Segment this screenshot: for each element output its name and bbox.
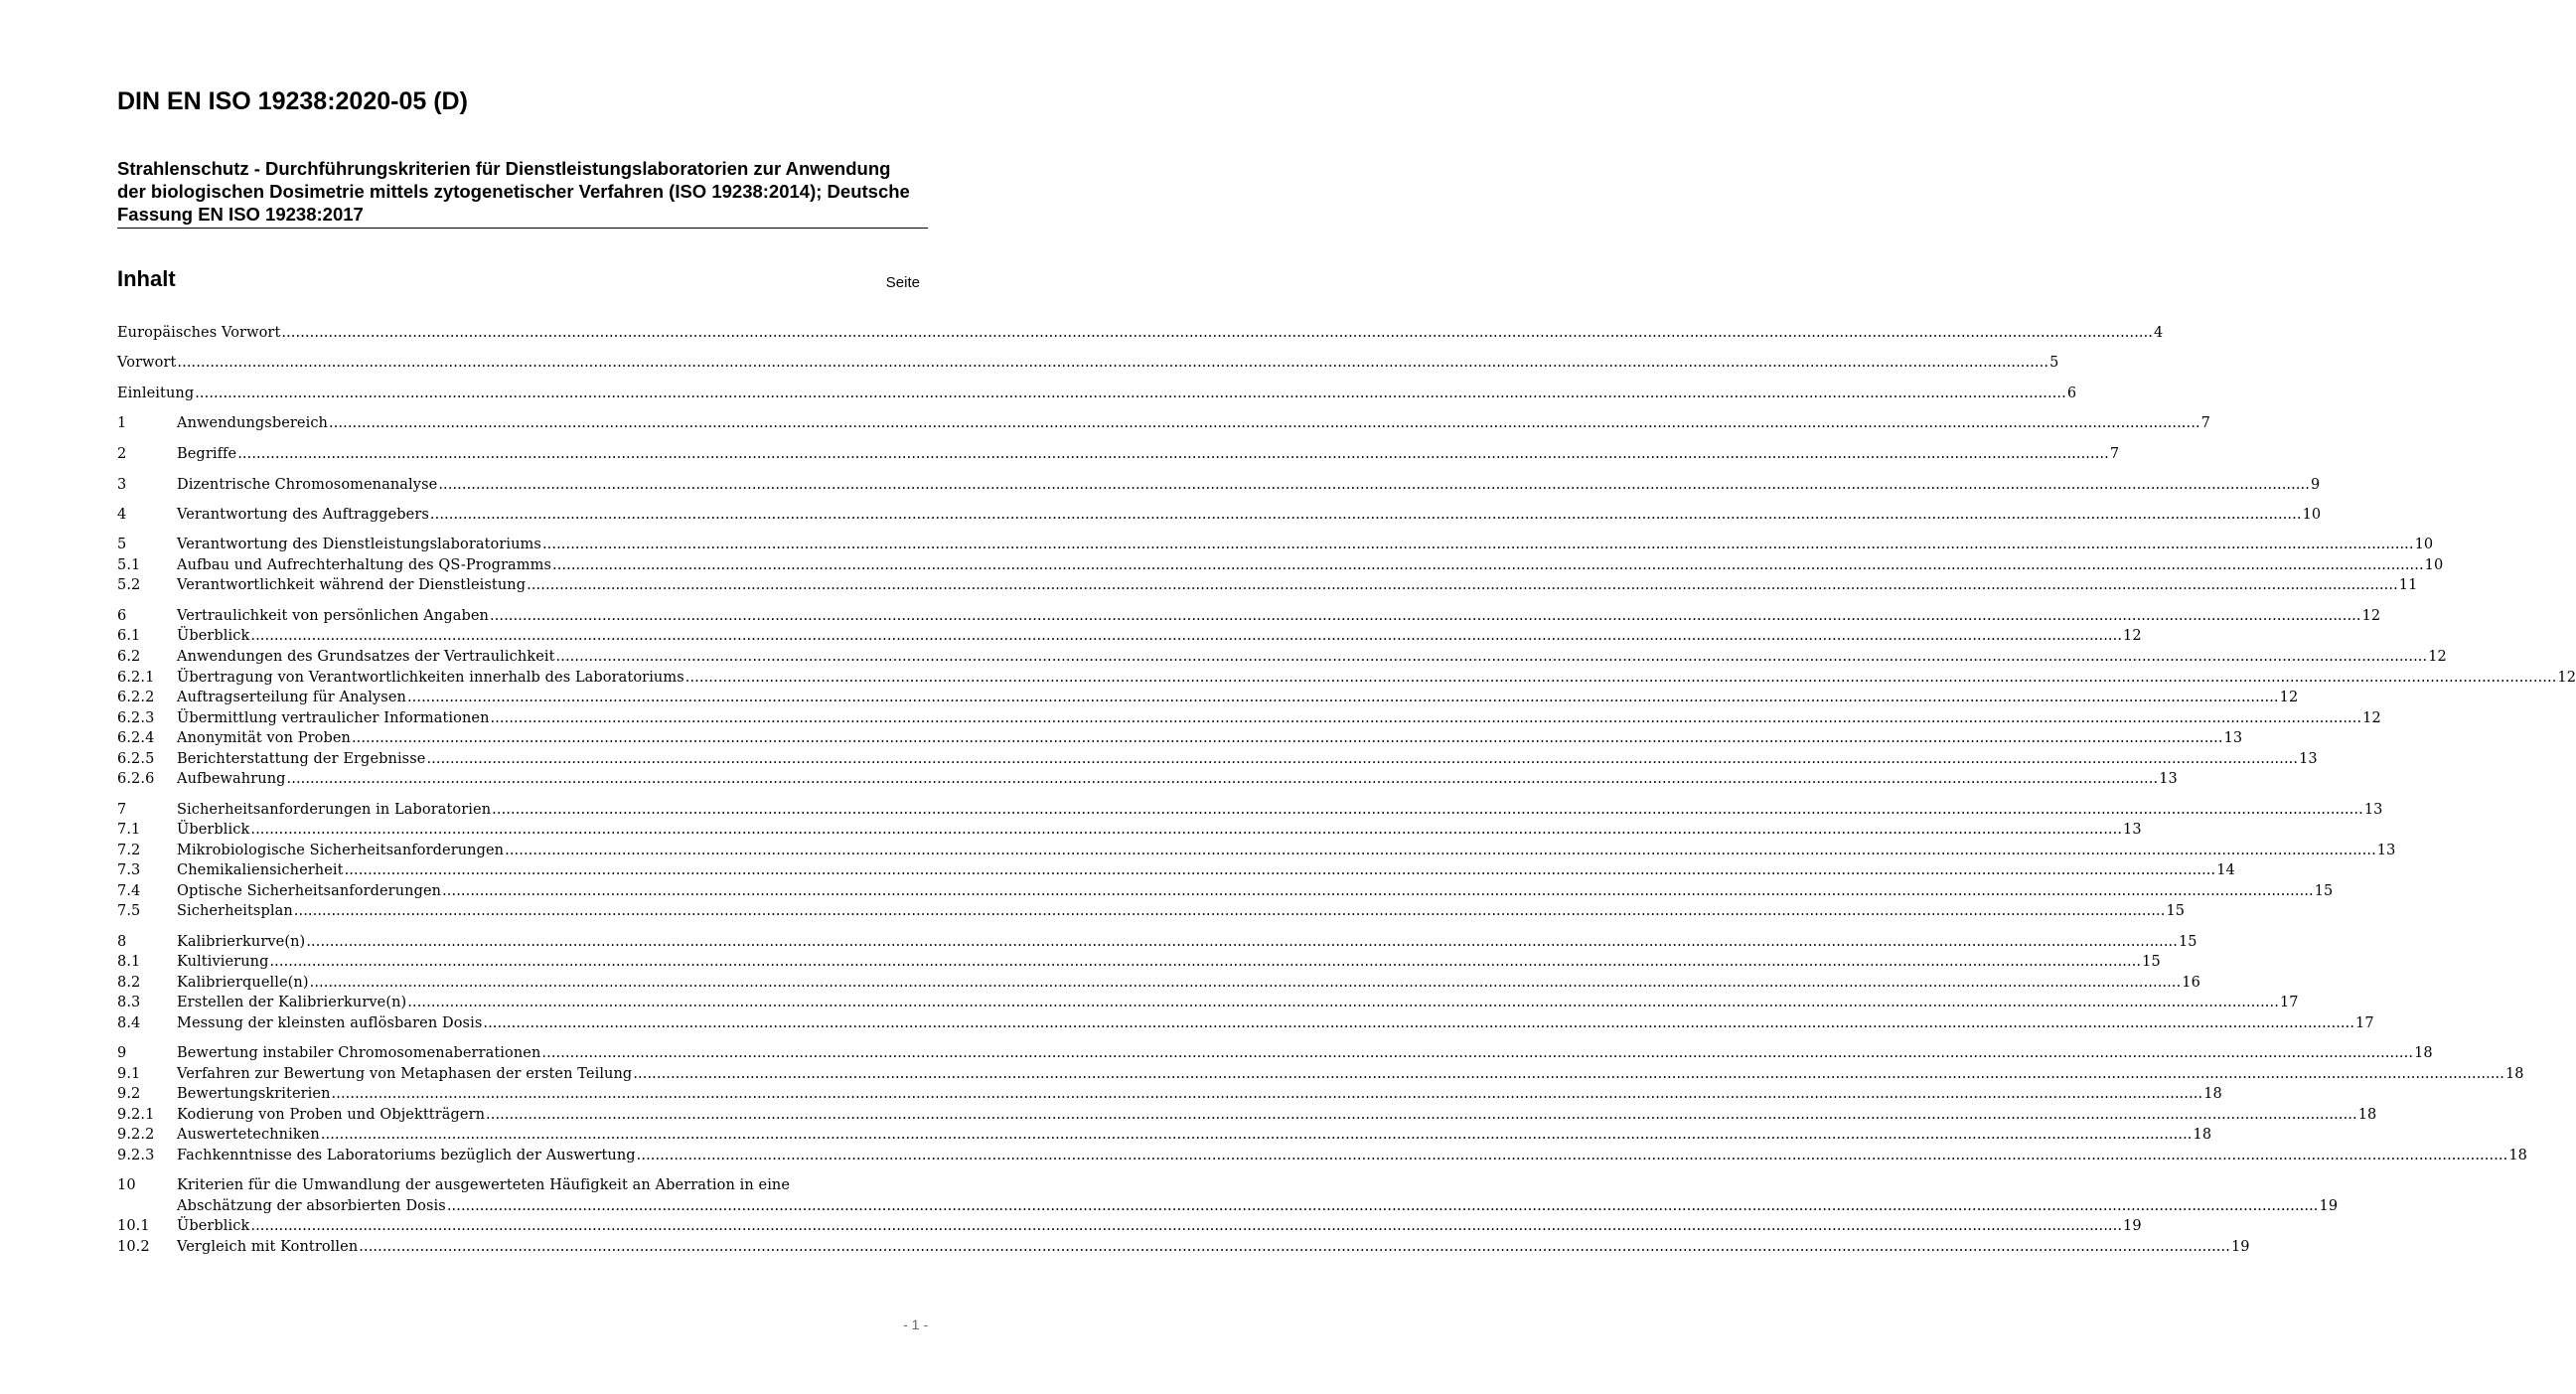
toc-entry-number: 8 [117,934,127,950]
toc-entry[interactable] [117,475,2321,495]
toc-entry[interactable] [117,606,2381,626]
toc-dot-leader: ................................................................................................................................................................................................................................................................................................................................................................................................................ [489,608,2361,624]
toc-entry-page: 13 [2376,843,2396,858]
toc-entry-page: 19 [2123,1218,2142,1234]
toc-entry[interactable] [117,993,2299,1012]
toc-entry-title: Auswertetechniken [177,1127,320,1143]
toc-entry[interactable] [117,555,2444,575]
toc-entry-number: 7 [117,802,127,818]
toc-dot-leader: ................................................................................................................................................................................................................................................................................................................................................................................................................ [429,507,2302,523]
toc-entry[interactable] [117,820,2142,840]
toc-entry-page: 13 [2223,730,2243,746]
toc-entry-number: 7.5 [117,903,141,919]
toc-dot-leader: ................................................................................................................................................................................................................................................................................................................................................................................................................ [320,1127,2193,1143]
toc-entry-title: Fachkenntnisse des Laboratoriums bezüglich der Auswertung [177,1148,636,1163]
toc-entry-page: 12 [2362,710,2381,726]
toc-entry-page: 18 [2203,1086,2222,1102]
toc-dot-leader: ................................................................................................................................................................................................................................................................................................................................................................................................................ [492,802,2363,818]
toc-entry-number: 9.2.2 [117,1127,155,1143]
toc-entry-page: 15 [2166,903,2186,919]
toc-entry[interactable] [117,901,2186,921]
toc-dot-leader: ................................................................................................................................................................................................................................................................................................................................................................................................................ [237,446,2109,462]
toc-entry-title: Aufbau und Aufrechterhaltung des QS-Programms [177,557,552,573]
toc-entry-page: 5 [2049,355,2059,371]
toc-entry-title: Vertraulichkeit von persönlichen Angaben [177,608,489,624]
toc-entry-page: 6 [2066,386,2077,401]
toc-entry[interactable] [117,1043,2433,1063]
toc-entry-number: 9 [117,1045,127,1061]
toc-dot-leader: ................................................................................................................................................................................................................................................................................................................................................................................................................ [331,1086,2203,1102]
toc-entry-page: 12 [2279,690,2299,705]
toc-entry-page: 9 [2310,477,2321,493]
toc-entry[interactable] [117,860,2235,880]
toc-entry-title: Verfahren zur Bewertung von Metaphasen der ersten Teilung [177,1066,633,1082]
toc-dot-leader: ................................................................................................................................................................................................................................................................................................................................................................................................................ [633,1066,2504,1082]
toc-dot-leader: ................................................................................................................................................................................................................................................................................................................................................................................................................ [351,730,2223,746]
title-divider [117,228,928,229]
toc-entry-title: Anwendungsbereich [177,415,328,431]
toc-entry[interactable] [117,626,2142,646]
toc-entry-title: Begriffe [177,446,237,462]
toc-entry-page: 12 [2428,649,2447,665]
toc-entry-number: 6.2.2 [117,690,155,705]
toc-entry-number: 9.1 [117,1066,141,1082]
toc-dot-leader: ................................................................................................................................................................................................................................................................................................................................................................................................................ [426,751,2299,767]
toc-dot-leader: ................................................................................................................................................................................................................................................................................................................................................................................................................ [281,325,2154,341]
toc-entry-number: 6.2.1 [117,670,155,686]
toc-dot-leader: ................................................................................................................................................................................................................................................................................................................................................................................................................ [442,883,2314,899]
toc-entry-title: Messung der kleinsten auflösbaren Dosis [177,1015,483,1031]
footer-page-number: - 1 - [903,1317,928,1332]
toc-dot-leader: ................................................................................................................................................................................................................................................................................................................................................................................................................ [195,386,2066,401]
toc-entry[interactable] [117,1084,2222,1104]
toc-entry[interactable] [117,444,2120,464]
toc-entry-page: 7 [2109,446,2120,462]
toc-entry[interactable] [117,841,2396,860]
toc-entry[interactable] [117,932,2197,952]
toc-dot-leader: ................................................................................................................................................................................................................................................................................................................................................................................................................ [344,862,2216,878]
toc-entry[interactable] [117,668,2576,688]
toc-entry-number: 7.1 [117,822,141,838]
toc-entry-page: 12 [2123,628,2142,644]
toc-entry-number: 7.3 [117,862,141,878]
toc-entry-number: 7.4 [117,883,141,899]
toc-entry-number: 6.1 [117,628,141,644]
toc-entry-title: Anonymität von Proben [177,730,351,746]
toc-dot-leader: ................................................................................................................................................................................................................................................................................................................................................................................................................ [269,954,2142,970]
toc-entry-title: Kultivierung [177,954,269,970]
toc-dot-leader: ................................................................................................................................................................................................................................................................................................................................................................................................................ [293,903,2166,919]
toc-entry-page: 18 [2357,1107,2377,1123]
toc-dot-leader: ................................................................................................................................................................................................................................................................................................................................................................................................................ [446,1198,2319,1214]
toc-entry-page: 11 [2398,577,2418,593]
toc-entry-number: 9.2 [117,1086,141,1102]
toc-entry-number: 3 [117,477,127,493]
toc-entry-title: Anwendungen des Grundsatzes der Vertraulichkeit [177,649,555,665]
toc-entry-title: Kalibrierquelle(n) [177,975,309,991]
toc-entry-title: Vergleich mit Kontrollen [177,1239,359,1255]
toc-entry-page: 17 [2279,995,2299,1010]
toc-entry-page: 17 [2355,1015,2374,1031]
toc-dot-leader: ................................................................................................................................................................................................................................................................................................................................................................................................................ [541,1045,2414,1061]
toc-dot-leader: ................................................................................................................................................................................................................................................................................................................................................................................................................ [407,995,2279,1010]
toc-entry-page: 16 [2182,975,2200,991]
toc-entry-title: Auftragserteilung für Analysen [177,690,406,705]
toc-dot-leader: ................................................................................................................................................................................................................................................................................................................................................................................................................ [406,690,2279,705]
toc-entry[interactable] [117,1146,2527,1165]
toc-entry-number: 6.2.5 [117,751,155,767]
toc-entry-number: 9.2.1 [117,1107,155,1123]
toc-entry-page: 18 [2504,1066,2524,1082]
toc-dot-leader: ................................................................................................................................................................................................................................................................................................................................................................................................................ [250,822,2123,838]
toc-entry-number: 6.2.6 [117,771,155,787]
toc-dot-leader: ................................................................................................................................................................................................................................................................................................................................................................................................................ [552,557,2424,573]
toc-entry-page: 10 [2414,537,2434,552]
toc-entry[interactable] [117,353,2059,373]
toc-dot-leader: ................................................................................................................................................................................................................................................................................................................................................................................................................ [505,843,2376,858]
toc-dot-leader: ................................................................................................................................................................................................................................................................................................................................................................................................................ [555,649,2428,665]
toc-entry[interactable] [117,1196,2339,1216]
page-column-label: Seite [885,274,920,291]
toc-entry[interactable] [117,1125,2212,1145]
toc-entry-page: 4 [2154,325,2164,341]
toc-entry-number: 6.2 [117,649,141,665]
toc-entry-title: Erstellen der Kalibrierkurve(n) [177,995,407,1010]
toc-entry[interactable] [117,1105,2377,1125]
toc-entry[interactable] [117,384,2077,403]
toc-entry-number: 5.1 [117,557,141,573]
toc-entry-title: Verantwortlichkeit während der Dienstleistung [177,577,527,593]
toc-entry[interactable] [117,800,2383,820]
toc-entry-title: Einleitung [117,386,195,401]
toc-entry-page: 10 [2302,507,2322,523]
toc-dot-leader: ................................................................................................................................................................................................................................................................................................................................................................................................................ [438,477,2310,493]
toc-entry-page: 10 [2424,557,2444,573]
toc-entry-number: 4 [117,507,127,523]
toc-entry-page: 18 [2414,1045,2433,1061]
toc-entry-page: 15 [2178,934,2197,950]
toc-dot-leader: ................................................................................................................................................................................................................................................................................................................................................................................................................ [527,577,2398,593]
toc-entry-number: 8.3 [117,995,141,1010]
toc-dot-leader: ................................................................................................................................................................................................................................................................................................................................................................................................................ [359,1239,2230,1255]
toc-entry-number: 10 [117,1177,136,1193]
toc-entry[interactable] [117,769,2178,789]
toc-entry-number: 8.1 [117,954,141,970]
toc-entry-page: 7 [2200,415,2210,431]
toc-entry-page: 19 [2319,1198,2339,1214]
toc-entry-page: 13 [2123,822,2142,838]
toc-entry-title: Übertragung von Verantwortlichkeiten innerhalb des Laboratoriums [177,670,684,686]
toc-entry-number: 6.2.4 [117,730,155,746]
toc-entry-number: 5.2 [117,577,141,593]
toc-dot-leader: ................................................................................................................................................................................................................................................................................................................................................................................................................ [636,1148,2508,1163]
toc-entry[interactable] [117,323,2164,343]
toc-entry-page: 12 [2557,670,2576,686]
toc-entry-title: Überblick [177,628,250,644]
toc-entry[interactable] [117,1175,926,1195]
toc-entry[interactable] [117,535,2434,554]
toc-dot-leader: ................................................................................................................................................................................................................................................................................................................................................................................................................ [177,355,2049,371]
toc-entry-title: Berichterstattung der Ergebnisse [177,751,426,767]
toc-entry-title: Vorwort [117,355,177,371]
toc-entry[interactable] [117,749,2318,769]
toc-dot-leader: ................................................................................................................................................................................................................................................................................................................................................................................................................ [329,415,2200,431]
toc-dot-leader: ................................................................................................................................................................................................................................................................................................................................................................................................................ [486,1107,2357,1123]
toc-entry[interactable] [117,1064,2524,1084]
toc-entry[interactable] [117,688,2299,707]
toc-entry-title: Überblick [177,1218,250,1234]
toc-entry-title: Sicherheitsanforderungen in Laboratorien [177,802,492,818]
toc-entry-title: Kalibrierkurve(n) [177,934,306,950]
toc-entry-number: 9.2.3 [117,1148,155,1163]
toc-entry-title: Verantwortung des Dienstleistungslaboratoriums [177,537,541,552]
toc-entry-number: 2 [117,446,127,462]
toc-entry-title: Überblick [177,822,250,838]
toc-entry-title: Bewertungskriterien [177,1086,331,1102]
toc-entry-title: Übermittlung vertraulicher Informationen [177,710,490,726]
toc-entry[interactable] [117,728,2243,748]
toc-entry[interactable] [117,647,2447,667]
toc-entry[interactable] [117,1013,2374,1033]
toc-entry-number: 6 [117,608,127,624]
toc-entry-number: 10.1 [117,1218,150,1234]
toc-entry[interactable] [117,973,2200,993]
toc-entry-page: 19 [2230,1239,2250,1255]
toc-entry[interactable] [117,505,2322,525]
toc-entry[interactable] [117,575,2418,595]
toc-entry[interactable] [117,413,2210,433]
toc-dot-leader: ................................................................................................................................................................................................................................................................................................................................................................................................................ [250,628,2123,644]
toc-dot-leader: ................................................................................................................................................................................................................................................................................................................................................................................................................ [541,537,2414,552]
toc-entry-title: Europäisches Vorwort [117,325,281,341]
toc-entry[interactable] [117,708,2381,728]
toc-dot-leader: ................................................................................................................................................................................................................................................................................................................................................................................................................ [483,1015,2355,1031]
toc-entry-number: 5 [117,537,127,552]
toc-entry-page: 12 [2361,608,2381,624]
toc-entry-page: 14 [2216,862,2235,878]
toc-dot-leader: ................................................................................................................................................................................................................................................................................................................................................................................................................ [250,1218,2123,1234]
toc-entry-title: Bewertung instabiler Chromosomenaberrationen [177,1045,541,1061]
toc-entry-page: 13 [2363,802,2383,818]
toc-dot-leader: ................................................................................................................................................................................................................................................................................................................................................................................................................ [684,670,2557,686]
document-title: DIN EN ISO 19238:2020-05 (D) [117,87,468,115]
toc-dot-leader: ................................................................................................................................................................................................................................................................................................................................................................................................................ [306,934,2178,950]
document-subtitle: Strahlenschutz - Durchführungskriterien für Dienstleistungslaboratorien zur Anwendung der biologischen Dosimetrie mittels zytogenetischer Verfahren (ISO 19238:2014); Deutsche Fassung EN ISO 19238:2017 [117,158,910,225]
toc-entry-title: Abschätzung der absorbierten Dosis [177,1198,446,1214]
toc-entry-title: Verantwortung des Auftraggebers [177,507,429,523]
toc-entry-number: 1 [117,415,127,431]
toc-entry[interactable] [117,1216,2142,1236]
toc-entry-title: Sicherheitsplan [177,903,293,919]
toc-entry-page: 18 [2508,1148,2527,1163]
toc-entry-number: 7.2 [117,843,141,858]
toc-entry[interactable] [117,1237,2250,1257]
toc-entry-number: 6.2.3 [117,710,155,726]
toc-entry[interactable] [117,952,2161,972]
toc-entry-title: Kriterien für die Umwandlung der ausgewerteten Häufigkeit an Aberration in eine [177,1177,791,1193]
toc-entry-page: 18 [2193,1127,2212,1143]
toc-entry-page: 13 [2299,751,2318,767]
toc-entry-page: 15 [2314,883,2334,899]
toc-entry-title: Kodierung von Proben und Objektträgern [177,1107,486,1123]
toc-entry-title: Dizentrische Chromosomenanalyse [177,477,438,493]
toc-entry-page: 15 [2142,954,2161,970]
toc-dot-leader: ................................................................................................................................................................................................................................................................................................................................................................................................................ [490,710,2362,726]
toc-entry[interactable] [117,881,2334,901]
toc-entry-number: 10.2 [117,1239,150,1255]
contents-heading: Inhalt [117,266,176,291]
toc-entry-number: 8.2 [117,975,141,991]
toc-dot-leader: ................................................................................................................................................................................................................................................................................................................................................................................................................ [309,975,2182,991]
toc-entry-page: 13 [2159,771,2178,787]
toc-entry-title: Chemikaliensicherheit [177,862,344,878]
toc-entry-title: Optische Sicherheitsanforderungen [177,883,442,899]
toc-entry-number: 8.4 [117,1015,141,1031]
toc-dot-leader: ................................................................................................................................................................................................................................................................................................................................................................................................................ [286,771,2159,787]
toc-entry-title: Mikrobiologische Sicherheitsanforderungen [177,843,505,858]
toc-entry-title: Aufbewahrung [177,771,286,787]
